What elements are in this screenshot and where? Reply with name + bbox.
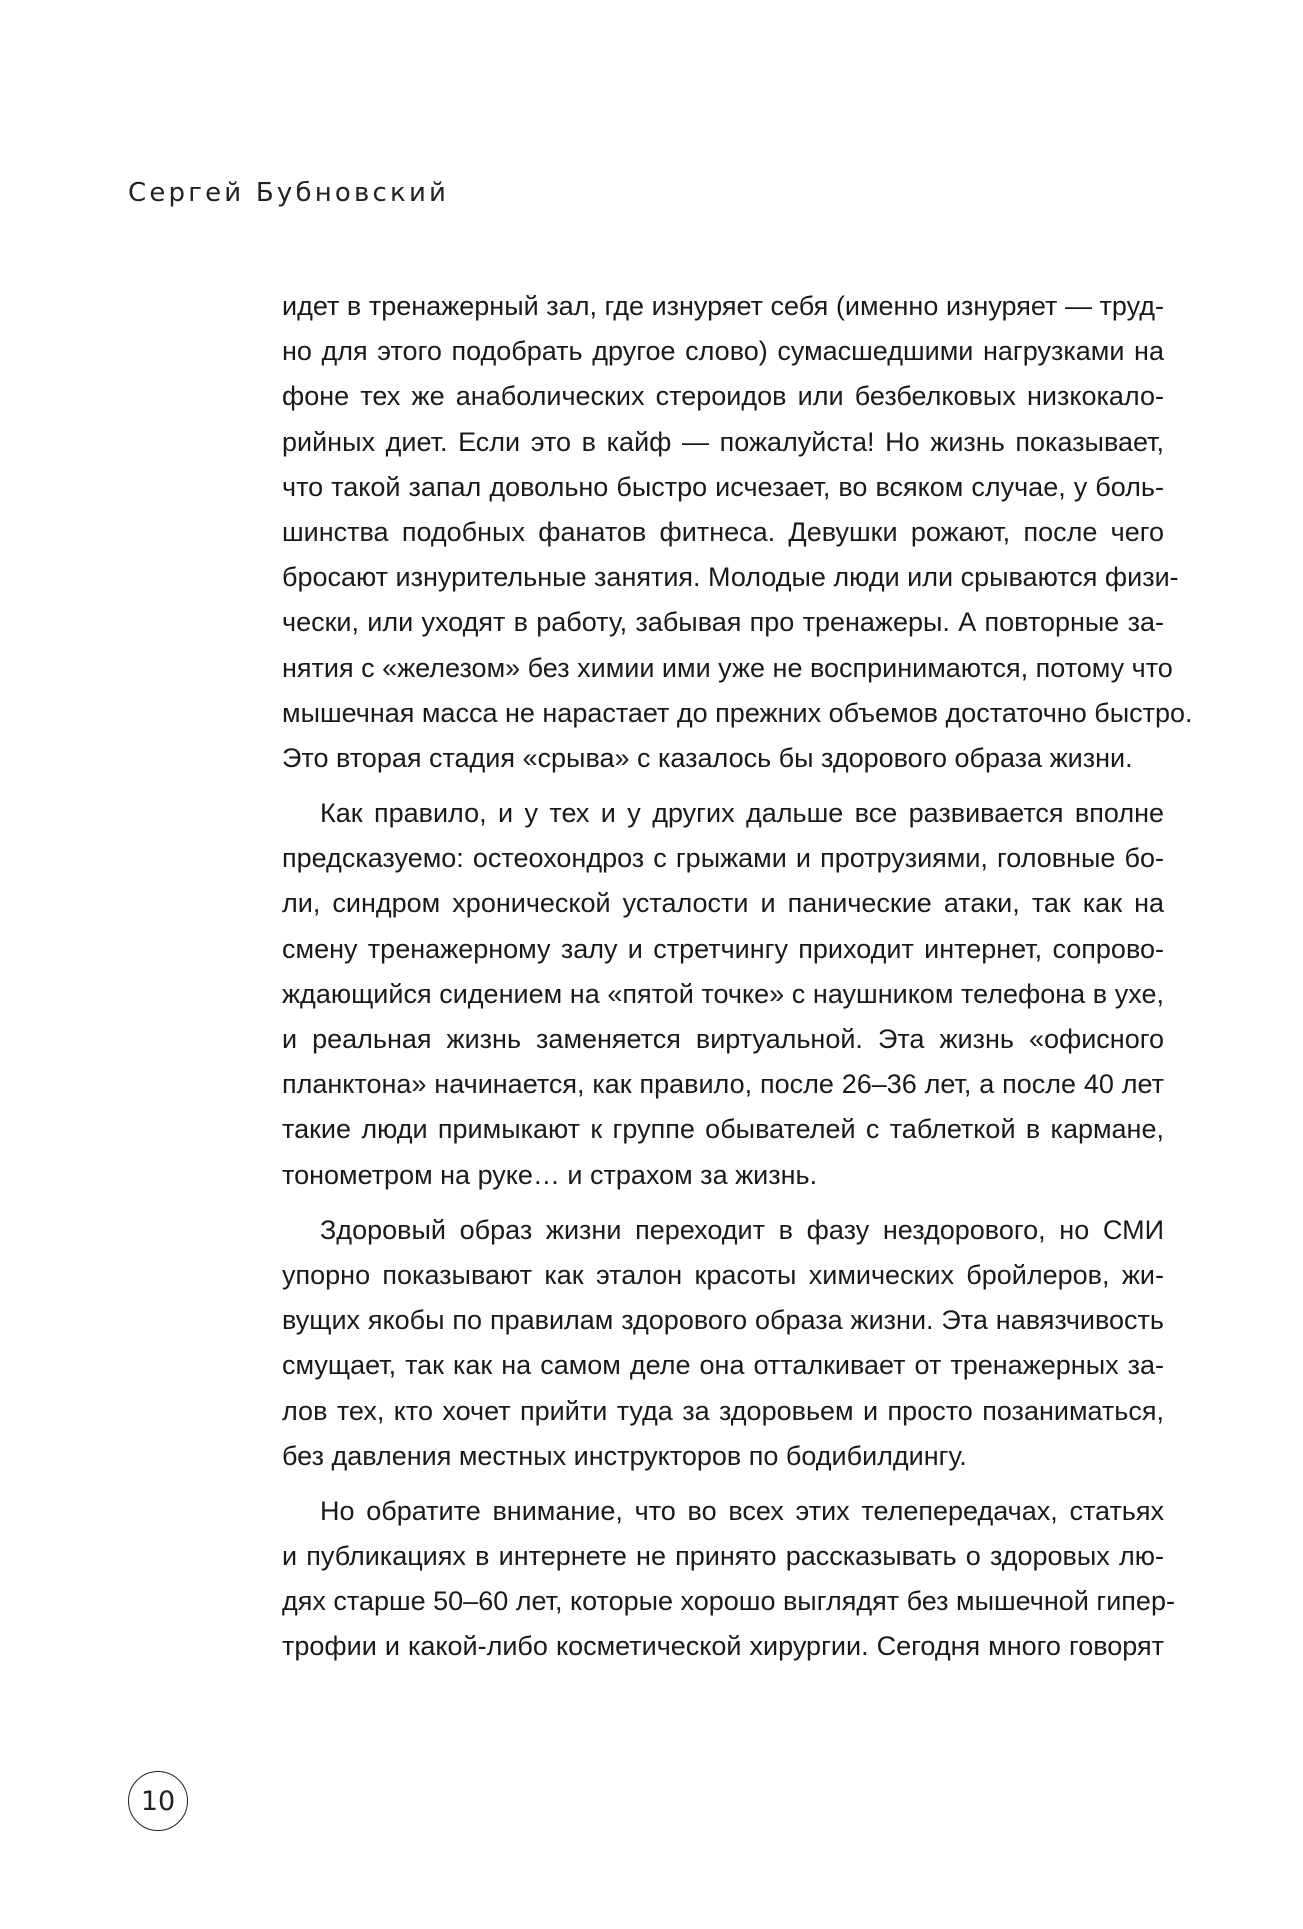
text-line: и реальная жизнь заменяется виртуальной. Эта жизнь «офисного xyxy=(282,1024,1164,1054)
text-line: лов тех, кто хочет прийти туда за здоровьем и просто позаниматься, xyxy=(282,1395,1164,1426)
paragraph-gap xyxy=(282,1198,1164,1208)
text-line: нятия с «железом» без химии ими уже не воспринимаются, потому что xyxy=(282,652,1173,683)
text-line: упорно показывают как эталон красоты химических бройлеров, жи- xyxy=(282,1259,1164,1290)
text-line: но для этого подобрать другое слово) сумасшедшими нагрузками на xyxy=(282,336,1164,367)
page-number: 10 xyxy=(128,1771,188,1831)
paragraph-gap xyxy=(282,1479,1164,1489)
text-line: смену тренажерному залу и стретчингу приходит интернет, сопрово- xyxy=(282,933,1164,964)
running-head-author: Сергей Бубновский xyxy=(128,178,450,208)
text-line: шинства подобных фанатов фитнеса. Девушки рожают, после чего xyxy=(282,516,1164,547)
text-line: такие люди примыкают к группе обывателей с таблеткой в кармане, xyxy=(282,1114,1164,1145)
text-line: что такой запал довольно быстро исчезает, во всяком случае, у боль- xyxy=(282,471,1164,502)
paragraph xyxy=(282,1208,1164,1479)
text-line: идет в тренажерный зал, где изнуряет себя (именно изнуряет — труд- xyxy=(282,291,1164,321)
text-line: трофии и какой-либо косметической хирургии. Сегодня много говорят xyxy=(282,1631,1164,1662)
text-line: чески, или уходят в работу, забывая про тренажеры. А повторные за- xyxy=(282,607,1164,638)
text-line: предсказуемо: остеохондроз с грыжами и протрузиями, головные бо- xyxy=(282,843,1164,874)
text-line: ли, синдром хронической усталости и панические атаки, так как на xyxy=(282,888,1164,919)
paragraph xyxy=(282,791,1164,1198)
text-line: Но обратите внимание, что во всех этих телепередачах, статьях xyxy=(320,1495,1164,1526)
text-line: без давления местных инструкторов по бодибилдингу. xyxy=(282,1440,967,1471)
body-text xyxy=(282,284,1193,1670)
text-line: ждающийся сидением на «пятой точке» с наушником телефона в ухе, xyxy=(282,978,1164,1009)
text-line: фоне тех же анаболических стероидов или безбелковых низкокало- xyxy=(282,381,1164,412)
text-line: Здоровый образ жизни переходит в фазу нездорового, но СМИ xyxy=(320,1214,1164,1245)
text-line: Как правило, и у тех и у других дальше все развивается вполне xyxy=(320,798,1164,829)
text-line: и публикациях в интернете не принято рассказывать о здоровых лю- xyxy=(282,1541,1164,1572)
text-line: смущает, так как на самом деле она отталкивает от тренажерных за- xyxy=(282,1350,1164,1381)
paragraph xyxy=(282,1489,1175,1670)
text-line: планктона» начинается, как правило, после 26–36 лет, а после 40 лет xyxy=(282,1069,1164,1100)
text-line: бросают изнурительные занятия. Молодые люди или срываются физи- xyxy=(282,562,1179,593)
paragraph-gap xyxy=(282,781,1164,791)
text-line: рийных диет. Если это в кайф — пожалуйста! Но жизнь показывает, xyxy=(282,426,1164,457)
paragraph xyxy=(282,284,1193,781)
text-line: Это вторая стадия «срыва» с казалось бы здорового образа жизни. xyxy=(282,742,1133,773)
text-line: дях старше 50–60 лет, которые хорошо выглядят без мышечной гипер- xyxy=(282,1586,1175,1617)
text-line: вущих якобы по правилам здорового образа жизни. Эта навязчивость xyxy=(282,1305,1164,1336)
text-line: мышечная масса не нарастает до прежних объемов достаточно быстро. xyxy=(282,697,1193,728)
text-line: тонометром на руке… и страхом за жизнь. xyxy=(282,1159,818,1190)
